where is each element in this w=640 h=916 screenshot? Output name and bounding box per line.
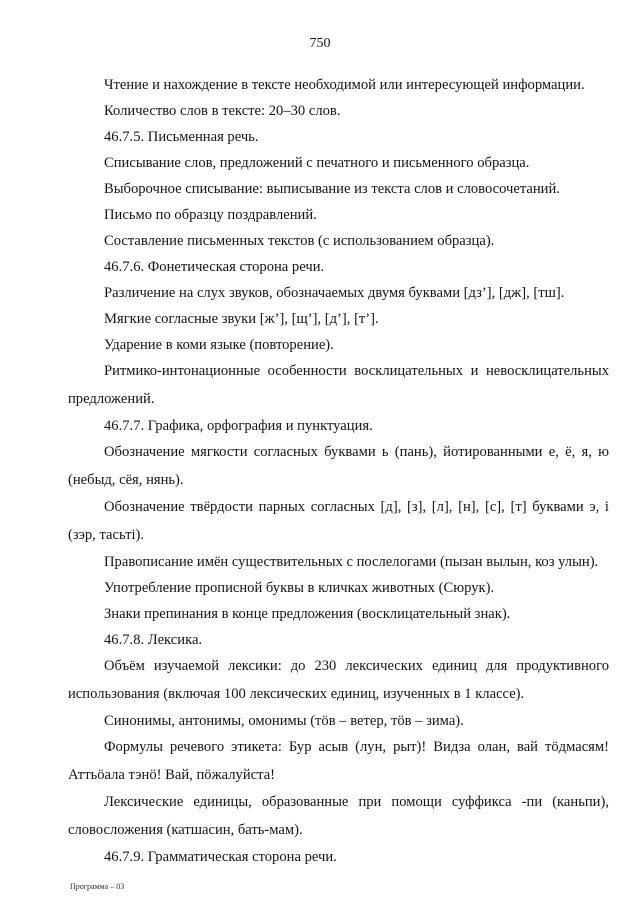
section-heading: 46.7.9. Грамматическая сторона речи.: [104, 849, 337, 865]
page-number: 750: [309, 36, 331, 51]
paragraph: Количество слов в тексте: 20–30 слов.: [104, 103, 341, 119]
paragraph: Объём изучаемой лексики: до 230 лексических единиц для продуктивного использования (включая 100 лексических единиц, изученных в 1 классе).: [68, 658, 609, 702]
paragraph: Формулы речевого этикета: Бур асыв (лун, рыт)! Видза олан, вай тӧдмасям! Аттьӧала тэнӧ! Вай, пӧжалуйста!: [68, 739, 609, 783]
paragraph: Различение на слух звуков, обозначаемых двумя буквами [дз’], [дж], [тш].: [104, 285, 565, 301]
section-heading: 46.7.8. Лексика.: [104, 632, 203, 648]
paragraph: Списывание слов, предложений с печатного и письменного образца.: [104, 155, 530, 171]
paragraph: Обозначение мягкости согласных буквами ь (пань), йотированными е, ё, я, ю (небыд, сёя, нянь).: [68, 444, 609, 488]
paragraph: Мягкие согласные звуки [ж’], [щ’], [д’], [т’].: [104, 311, 379, 327]
paragraph: Знаки препинания в конце предложения (восклицательный знак).: [104, 606, 511, 622]
paragraph: Чтение и нахождение в тексте необходимой или интересующей информации.: [104, 77, 585, 93]
section-heading: 46.7.6. Фонетическая сторона речи.: [104, 259, 325, 275]
paragraph: Синонимы, антонимы, омонимы (тӧв – ветер, тӧв – зима).: [104, 713, 464, 729]
paragraph: Выборочное списывание: выписывание из текста слов и словосочетаний.: [104, 181, 560, 197]
section-heading: 46.7.7. Графика, орфография и пунктуация.: [104, 418, 373, 434]
paragraph: Письмо по образцу поздравлений.: [104, 207, 317, 223]
section-heading: 46.7.5. Письменная речь.: [104, 129, 259, 145]
paragraph: Правописание имён существительных с послелогами (пызан вылын, коз улын).: [104, 554, 599, 570]
paragraph: Обозначение твёрдости парных согласных [д], [з], [л], [н], [с], [т] буквами э, і (зэр, тасьті).: [68, 499, 609, 543]
page-footer: Программа – 03: [70, 882, 125, 891]
paragraph: Ударение в коми языке (повторение).: [104, 337, 334, 353]
document-body: [68, 72, 609, 870]
paragraph: Лексические единицы, образованные при помощи суффикса -пи (каньпи), словосложения (катшасин, бать-мам).: [68, 794, 609, 838]
paragraph: Ритмико-интонационные особенности восклицательных и невосклицательных предложений.: [68, 363, 609, 407]
paragraph: Употребление прописной буквы в кличках животных (Сюрук).: [104, 580, 495, 596]
paragraph: Составление письменных текстов (с использованием образца).: [104, 233, 495, 249]
